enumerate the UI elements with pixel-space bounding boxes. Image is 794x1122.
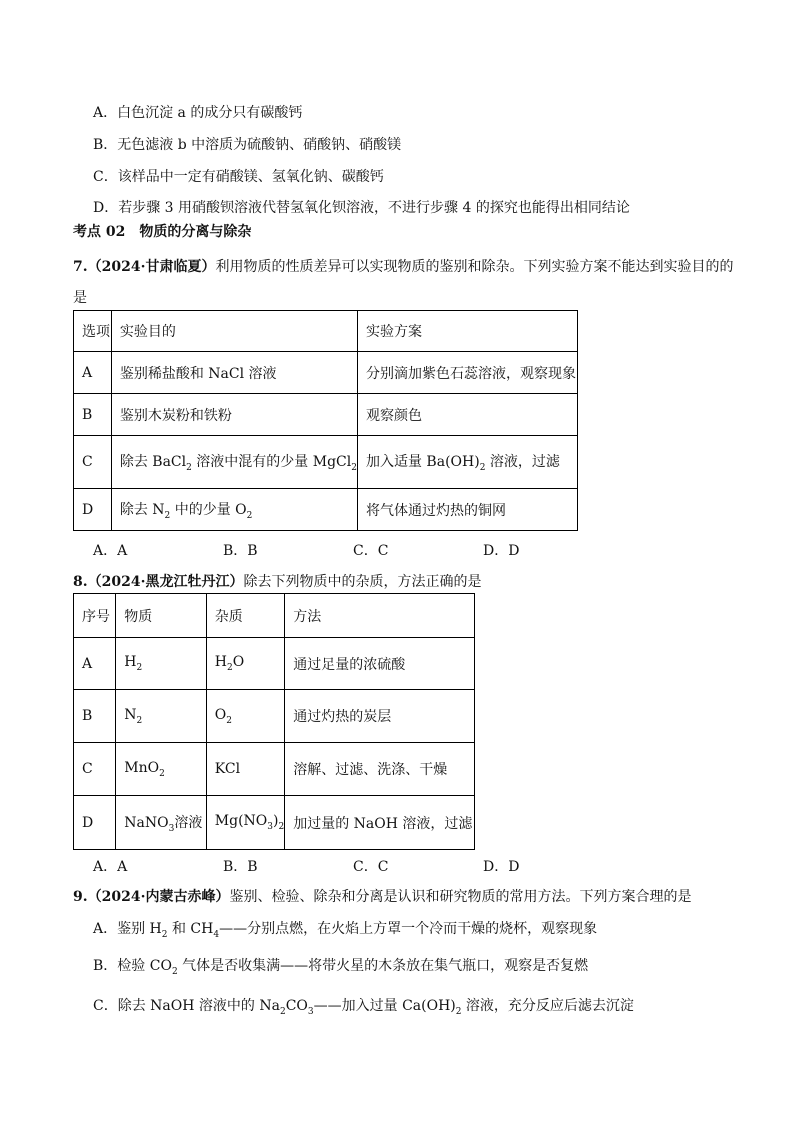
q7-stem-cont: 是 [73, 290, 87, 306]
goal-cell [111, 436, 357, 489]
plan-cell: 分别滴加紫色石蕊溶液，观察现象 [357, 352, 577, 394]
q6-option-a: A．白色沉淀 a 的成分只有碳酸钙 [93, 105, 303, 121]
subscript: 2 [136, 715, 143, 726]
text: 气体是否收集满——将带火星的木条放在集气瓶口，观察是否复燃 [177, 958, 589, 974]
table-row [74, 436, 578, 489]
text: 加入适量 Ba(OH) [365, 454, 480, 471]
text: 溶液 [174, 814, 203, 831]
choice-a: A．A [93, 859, 128, 875]
q6-option-d: D．若步骤 3 用硝酸钡溶液代替氢氧化钡溶液，不进行步骤 4 的探究也能得出相同结论 [93, 200, 630, 216]
text: 除去 N [119, 501, 165, 518]
subscript: 3 [307, 1006, 314, 1017]
impurity-cell [206, 638, 284, 690]
text: ) [273, 813, 279, 830]
text: C．除去 NaOH 溶液中的 Na [93, 998, 280, 1014]
subscript: 2 [136, 662, 143, 673]
substance-cell [116, 690, 207, 743]
goal-cell: 鉴别稀盐酸和 NaCl 溶液 [111, 352, 357, 394]
choice-d: D．D [483, 543, 520, 559]
subscript: 2 [479, 462, 486, 473]
goal-cell [111, 489, 357, 531]
header-cell: 选项 [74, 311, 112, 352]
text: ——加入过量 Ca(OH) [313, 998, 456, 1014]
table-header-row [74, 594, 475, 638]
subscript: 3 [267, 821, 274, 832]
q9-option-b [93, 955, 588, 977]
method-cell: 加过量的 NaOH 溶液，过滤 [285, 796, 475, 850]
q7-table [73, 310, 578, 531]
text: 溶液中混有的少量 MgCl [191, 454, 352, 471]
text: ——分别点燃，在火焰上方罩一个冷而干燥的烧杯，观察现象 [219, 921, 598, 937]
subscript: 2 [171, 966, 178, 977]
method-cell: 通过足量的浓硫酸 [285, 638, 475, 690]
subscript: 2 [246, 510, 253, 521]
text: O [232, 654, 245, 671]
table-row [74, 489, 578, 531]
subscript: 4 [213, 929, 220, 940]
q7-source: 7.（2024·甘肃临夏） [73, 259, 216, 275]
method-cell: 通过灼热的炭层 [285, 690, 475, 743]
subscript: 2 [186, 462, 192, 473]
q7-text: 利用物质的性质差异可以实现物质的鉴别和除杂。下列实验方案不能达到实验目的的 [215, 259, 734, 275]
subscript: 2 [279, 1006, 286, 1017]
q8-stem [73, 571, 481, 591]
q8-choices [93, 856, 613, 876]
substance-cell [116, 796, 207, 850]
goal-cell: 鉴别木炭粉和铁粉 [111, 394, 357, 436]
q9-source: 9.（2024·内蒙古赤峰） [73, 889, 230, 905]
plan-cell [357, 436, 577, 489]
table-header-row [74, 311, 578, 352]
plan-cell: 将气体通过灼热的铜网 [357, 489, 577, 531]
text: O [214, 706, 227, 723]
q8-table [73, 593, 475, 850]
choice-c: C．C [353, 543, 389, 559]
choice-b: B．B [223, 859, 258, 875]
subscript: 2 [227, 662, 233, 673]
table-row [74, 690, 475, 743]
choice-c: C．C [353, 859, 389, 875]
table-row [74, 796, 475, 850]
q9-stem [73, 886, 691, 906]
q8-source: 8.（2024·黑龙江牡丹江） [73, 574, 244, 590]
impurity-cell [206, 796, 284, 850]
substance-cell [116, 743, 207, 796]
text: MnO [124, 759, 160, 776]
text: 和 CH [167, 921, 214, 937]
header-cell: 实验目的 [111, 311, 357, 352]
text: H [124, 654, 137, 671]
option-cell: D [74, 796, 116, 850]
subscript: 2 [226, 715, 232, 726]
q9-option-a [93, 918, 597, 940]
header-cell: 方法 [285, 594, 475, 638]
text: CO [285, 998, 308, 1014]
impurity-cell: KCl [206, 743, 284, 796]
section-title: 考点 02 物质的分离与除杂 [73, 224, 252, 240]
table-row [74, 743, 475, 796]
text: 溶液，过滤 [485, 454, 560, 471]
q9-text: 鉴别、检验、除杂和分离是认识和研究物质的常用方法。下列方案合理的是 [229, 889, 692, 905]
option-cell: C [74, 743, 116, 796]
choice-b: B．B [223, 543, 258, 559]
header-cell: 杂质 [206, 594, 284, 638]
table-row [74, 352, 578, 394]
text: 除去 BaCl [119, 454, 187, 471]
text: N [124, 706, 137, 723]
subscript: 2 [455, 1006, 462, 1017]
subscript: 2 [164, 510, 171, 521]
subscript: 2 [161, 929, 168, 940]
substance-cell [116, 638, 207, 690]
choice-d: D．D [483, 859, 520, 875]
option-cell: B [74, 394, 112, 436]
header-cell: 序号 [74, 594, 116, 638]
subscript: 2 [159, 768, 165, 779]
subscript: 2 [278, 821, 285, 832]
subscript: 3 [168, 823, 175, 834]
q6-option-b: B．无色滤液 b 中溶质为硫酸钠、硝酸钠、硝酸镁 [93, 137, 402, 153]
option-cell: A [74, 638, 116, 690]
q8-text: 除去下列物质中的杂质，方法正确的是 [243, 574, 482, 590]
option-cell: D [74, 489, 112, 531]
q7-choices [93, 540, 613, 560]
choice-a: A．A [93, 543, 128, 559]
impurity-cell [206, 690, 284, 743]
q6-option-c: C．该样品中一定有硝酸镁、氢氧化钠、碳酸钙 [93, 169, 384, 185]
table-row [74, 394, 578, 436]
text: H [214, 654, 227, 671]
table-row [74, 638, 475, 690]
method-cell: 溶解、过滤、洗涤、干燥 [285, 743, 475, 796]
header-cell: 实验方案 [357, 311, 577, 352]
text: Mg(NO [214, 813, 268, 830]
text: 溶液，充分反应后滤去沉淀 [461, 998, 634, 1014]
subscript: 2 [351, 462, 357, 473]
header-cell: 物质 [116, 594, 207, 638]
plan-cell: 观察颜色 [357, 394, 577, 436]
text: NaNO [124, 814, 169, 831]
text: A．鉴别 H [93, 921, 162, 937]
q7-stem [73, 256, 733, 276]
option-cell: A [74, 352, 112, 394]
text: 中的少量 O [170, 501, 247, 518]
q9-option-c [93, 995, 634, 1017]
text: B．检验 CO [93, 958, 172, 974]
option-cell: B [74, 690, 116, 743]
option-cell: C [74, 436, 112, 489]
